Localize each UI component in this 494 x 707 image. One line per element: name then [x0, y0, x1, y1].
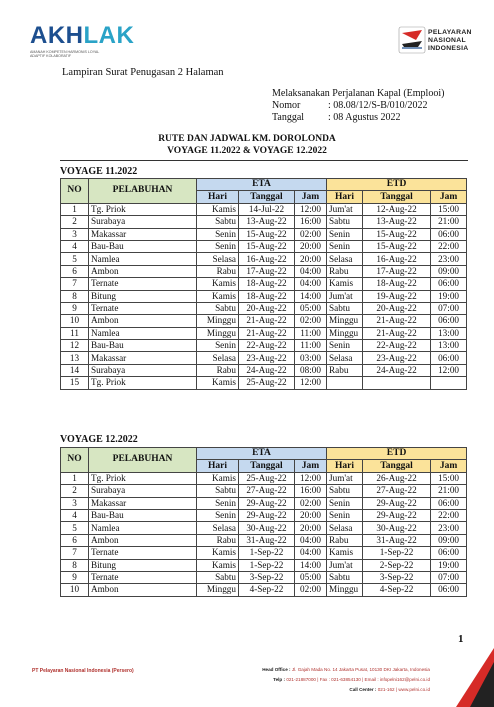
cell-etd-hari: Sabtu	[327, 302, 363, 314]
col-etd-hari: Hari	[327, 191, 363, 203]
cell-etd-hari: Jum'at	[327, 472, 363, 484]
cell-eta-jam: 11:00	[295, 327, 327, 339]
cell-eta-hari: Senin	[197, 509, 239, 521]
footer-company: PT Pelayaran Nasional Indonesia (Persero)	[32, 668, 134, 674]
table-row	[61, 302, 467, 314]
col-no: NO	[61, 179, 89, 204]
cell-no: 4	[61, 240, 89, 252]
table-row	[61, 509, 467, 521]
cell-eta-jam: 05:00	[295, 302, 327, 314]
cell-etd-tgl: 31-Aug-22	[363, 534, 431, 546]
cell-port: Surabaya	[89, 364, 197, 376]
col-etd: ETD	[327, 448, 467, 460]
table-row	[61, 534, 467, 546]
cell-port: Ambon	[89, 584, 197, 596]
cell-etd-hari: Kamis	[327, 278, 363, 290]
cell-no: 3	[61, 228, 89, 240]
cell-etd-jam: 19:00	[431, 559, 467, 571]
cell-port: Ambon	[89, 315, 197, 327]
table-row	[61, 352, 467, 364]
cell-eta-tgl: 21-Aug-22	[239, 315, 295, 327]
cell-etd-jam: 13:00	[431, 340, 467, 352]
voyage2-table	[60, 447, 467, 597]
cell-etd-tgl: 18-Aug-22	[363, 278, 431, 290]
cell-port: Surabaya	[89, 485, 197, 497]
cell-port: Tg. Priok	[89, 377, 197, 389]
cell-port: Surabaya	[89, 216, 197, 228]
cell-port: Ternate	[89, 302, 197, 314]
cell-eta-tgl: 18-Aug-22	[239, 278, 295, 290]
cell-etd-hari: Rabu	[327, 534, 363, 546]
cell-etd-tgl: 24-Aug-22	[363, 364, 431, 376]
cell-etd-tgl: 23-Aug-22	[363, 352, 431, 364]
cell-etd-tgl: 20-Aug-22	[363, 302, 431, 314]
table-row	[61, 559, 467, 571]
document-subtitle: VOYAGE 11.2022 & VOYAGE 12.2022	[167, 145, 327, 156]
cell-eta-tgl: 20-Aug-22	[239, 302, 295, 314]
cell-no: 4	[61, 509, 89, 521]
cell-port: Bitung	[89, 559, 197, 571]
table-row	[61, 265, 467, 277]
cell-port: Namlea	[89, 253, 197, 265]
cell-eta-hari: Sabtu	[197, 485, 239, 497]
cell-eta-jam: 20:00	[295, 509, 327, 521]
cell-etd-hari: Senin	[327, 340, 363, 352]
table-row	[61, 290, 467, 302]
cell-etd-jam: 12:00	[431, 364, 467, 376]
table-row	[61, 327, 467, 339]
cell-eta-hari: Sabtu	[197, 302, 239, 314]
table-row	[61, 472, 467, 484]
title-divider	[60, 160, 468, 161]
col-pelabuhan: PELABUHAN	[89, 179, 197, 204]
cell-no: 5	[61, 253, 89, 265]
cell-etd-hari: Selasa	[327, 522, 363, 534]
table-row	[61, 571, 467, 583]
cell-etd-tgl: 21-Aug-22	[363, 327, 431, 339]
table-row	[61, 522, 467, 534]
voyage1-table	[60, 178, 467, 390]
cell-eta-tgl: 24-Aug-22	[239, 364, 295, 376]
cell-etd-hari: Kamis	[327, 547, 363, 559]
cell-eta-jam: 16:00	[295, 216, 327, 228]
table-row	[61, 253, 467, 265]
meta-line: Melaksanakan Perjalanan Kapal (Emplooi)	[272, 88, 445, 99]
akhlak-logo	[30, 24, 134, 58]
cell-etd-hari: Senin	[327, 240, 363, 252]
cell-eta-tgl: 31-Aug-22	[239, 534, 295, 546]
cell-no: 11	[61, 327, 89, 339]
cell-no: 12	[61, 340, 89, 352]
footer-stripe-decoration	[446, 648, 494, 707]
cell-no: 1	[61, 203, 89, 215]
cell-etd-hari: Sabtu	[327, 485, 363, 497]
cell-eta-jam: 04:00	[295, 265, 327, 277]
pelni-logo	[398, 26, 482, 58]
cell-eta-tgl: 4-Sep-22	[239, 584, 295, 596]
col-eta-tanggal: Tanggal	[239, 460, 295, 472]
cell-eta-hari: Minggu	[197, 327, 239, 339]
cell-eta-jam: 08:00	[295, 364, 327, 376]
cell-eta-hari: Selasa	[197, 253, 239, 265]
akhlak-wordmark: AKHLAK	[30, 22, 135, 49]
cell-etd-tgl: 13-Aug-22	[363, 216, 431, 228]
cell-no: 2	[61, 485, 89, 497]
cell-eta-hari: Sabtu	[197, 571, 239, 583]
cell-port: Makassar	[89, 497, 197, 509]
cell-no: 6	[61, 534, 89, 546]
table-row	[61, 340, 467, 352]
col-etd-tanggal: Tanggal	[363, 460, 431, 472]
cell-eta-tgl: 3-Sep-22	[239, 571, 295, 583]
cell-etd-hari: Rabu	[327, 364, 363, 376]
cell-port: Bau-Bau	[89, 509, 197, 521]
cell-etd-hari	[327, 377, 363, 389]
cell-etd-hari: Rabu	[327, 265, 363, 277]
table-row	[61, 377, 467, 389]
cell-no: 7	[61, 278, 89, 290]
cell-etd-tgl: 29-Aug-22	[363, 509, 431, 521]
table-row	[61, 216, 467, 228]
cell-etd-jam: 15:00	[431, 472, 467, 484]
cell-etd-hari: Senin	[327, 509, 363, 521]
meta-nomor: Nomor : 08.08/12/S-B/010/2022	[272, 100, 428, 111]
cell-no: 3	[61, 497, 89, 509]
cell-etd-jam: 19:00	[431, 290, 467, 302]
letter-meta	[272, 88, 444, 124]
cell-eta-jam: 20:00	[295, 253, 327, 265]
cell-etd-jam: 23:00	[431, 522, 467, 534]
col-etd-jam: Jam	[431, 460, 467, 472]
cell-eta-hari: Selasa	[197, 352, 239, 364]
cell-etd-jam: 06:00	[431, 584, 467, 596]
cell-eta-hari: Kamis	[197, 377, 239, 389]
cell-eta-tgl: 22-Aug-22	[239, 340, 295, 352]
col-eta: ETA	[197, 179, 327, 191]
col-eta-jam: Jam	[295, 191, 327, 203]
cell-no: 1	[61, 472, 89, 484]
table-row	[61, 584, 467, 596]
cell-port: Tg. Priok	[89, 472, 197, 484]
cell-etd-jam: 06:00	[431, 228, 467, 240]
cell-eta-jam: 04:00	[295, 547, 327, 559]
cell-etd-tgl: 1-Sep-22	[363, 547, 431, 559]
cell-etd-jam: 23:00	[431, 253, 467, 265]
cell-port: Bau-Bau	[89, 340, 197, 352]
cell-port: Bitung	[89, 290, 197, 302]
cell-etd-hari: Jum'at	[327, 290, 363, 302]
table-row	[61, 278, 467, 290]
cell-etd-hari: Minggu	[327, 584, 363, 596]
col-eta-hari: Hari	[197, 460, 239, 472]
col-eta-jam: Jam	[295, 460, 327, 472]
cell-etd-hari: Jum'at	[327, 203, 363, 215]
cell-eta-tgl: 29-Aug-22	[239, 497, 295, 509]
cell-no: 6	[61, 265, 89, 277]
cell-eta-hari: Rabu	[197, 534, 239, 546]
table-row	[61, 240, 467, 252]
cell-eta-jam: 14:00	[295, 290, 327, 302]
voyage2-label: VOYAGE 12.2022	[60, 434, 138, 445]
cell-eta-tgl: 21-Aug-22	[239, 327, 295, 339]
cell-etd-jam: 09:00	[431, 265, 467, 277]
cell-eta-tgl: 30-Aug-22	[239, 522, 295, 534]
cell-eta-jam: 05:00	[295, 571, 327, 583]
cell-eta-tgl: 17-Aug-22	[239, 265, 295, 277]
document-title: RUTE DAN JADWAL KM. DOROLONDA	[158, 134, 336, 144]
pelni-emblem-icon	[398, 26, 426, 54]
cell-etd-hari: Senin	[327, 497, 363, 509]
cell-port: Ternate	[89, 547, 197, 559]
cell-eta-jam: 02:00	[295, 584, 327, 596]
cell-eta-hari: Kamis	[197, 547, 239, 559]
cell-eta-jam: 11:00	[295, 340, 327, 352]
cell-no: 9	[61, 571, 89, 583]
cell-eta-hari: Kamis	[197, 559, 239, 571]
cell-no: 5	[61, 522, 89, 534]
cell-etd-jam: 22:00	[431, 240, 467, 252]
cell-port: Ternate	[89, 571, 197, 583]
cell-eta-tgl: 25-Aug-22	[239, 472, 295, 484]
cell-etd-tgl: 17-Aug-22	[363, 265, 431, 277]
cell-eta-tgl: 29-Aug-22	[239, 509, 295, 521]
cell-etd-jam: 06:00	[431, 497, 467, 509]
cell-etd-hari: Sabtu	[327, 571, 363, 583]
cell-etd-tgl: 15-Aug-22	[363, 240, 431, 252]
cell-etd-jam: 06:00	[431, 547, 467, 559]
col-eta: ETA	[197, 448, 327, 460]
meta-tanggal: Tanggal : 08 Agustus 2022	[272, 112, 401, 123]
cell-eta-hari: Minggu	[197, 584, 239, 596]
cell-eta-hari: Kamis	[197, 472, 239, 484]
cell-etd-tgl: 21-Aug-22	[363, 315, 431, 327]
cell-eta-tgl: 18-Aug-22	[239, 290, 295, 302]
cell-etd-jam: 07:00	[431, 302, 467, 314]
cell-etd-jam: 15:00	[431, 203, 467, 215]
cell-no: 8	[61, 290, 89, 302]
cell-etd-tgl: 26-Aug-22	[363, 472, 431, 484]
cell-eta-tgl: 15-Aug-22	[239, 228, 295, 240]
cell-etd-jam: 06:00	[431, 315, 467, 327]
cell-eta-jam: 20:00	[295, 240, 327, 252]
table-row	[61, 203, 467, 215]
cell-eta-jam: 12:00	[295, 203, 327, 215]
cell-etd-jam: 21:00	[431, 485, 467, 497]
cell-etd-tgl: 12-Aug-22	[363, 203, 431, 215]
cell-etd-jam: 13:00	[431, 327, 467, 339]
col-eta-hari: Hari	[197, 191, 239, 203]
footer	[0, 648, 494, 707]
page-number: 1	[458, 633, 464, 645]
col-no: NO	[61, 448, 89, 473]
cell-eta-hari: Kamis	[197, 290, 239, 302]
cell-eta-hari: Sabtu	[197, 216, 239, 228]
lampiran-text: Lampiran Surat Penugasan 2 Halaman	[62, 67, 224, 78]
cell-no: 10	[61, 315, 89, 327]
cell-port: Bau-Bau	[89, 240, 197, 252]
cell-eta-jam: 02:00	[295, 315, 327, 327]
pelni-name: PELAYARAN NASIONAL INDONESIA	[428, 29, 472, 52]
cell-eta-jam: 16:00	[295, 485, 327, 497]
cell-etd-hari: Sabtu	[327, 216, 363, 228]
cell-eta-jam: 02:00	[295, 228, 327, 240]
cell-port: Namlea	[89, 522, 197, 534]
table-row	[61, 228, 467, 240]
cell-no: 8	[61, 559, 89, 571]
cell-eta-jam: 20:00	[295, 522, 327, 534]
cell-eta-jam: 04:00	[295, 534, 327, 546]
cell-eta-tgl: 1-Sep-22	[239, 559, 295, 571]
cell-no: 14	[61, 364, 89, 376]
cell-etd-tgl: 3-Sep-22	[363, 571, 431, 583]
cell-port: Makassar	[89, 228, 197, 240]
cell-eta-hari: Senin	[197, 228, 239, 240]
cell-port: Namlea	[89, 327, 197, 339]
cell-eta-tgl: 1-Sep-22	[239, 547, 295, 559]
cell-eta-tgl: 27-Aug-22	[239, 485, 295, 497]
cell-etd-jam: 07:00	[431, 571, 467, 583]
cell-eta-hari: Kamis	[197, 203, 239, 215]
col-etd-jam: Jam	[431, 191, 467, 203]
cell-eta-jam: 12:00	[295, 472, 327, 484]
cell-no: 13	[61, 352, 89, 364]
cell-etd-tgl: 22-Aug-22	[363, 340, 431, 352]
cell-eta-jam: 03:00	[295, 352, 327, 364]
cell-eta-tgl: 14-Jul-22	[239, 203, 295, 215]
cell-etd-hari: Minggu	[327, 327, 363, 339]
cell-etd-hari: Selasa	[327, 352, 363, 364]
cell-eta-hari: Kamis	[197, 278, 239, 290]
cell-port: Ambon	[89, 265, 197, 277]
cell-eta-hari: Senin	[197, 340, 239, 352]
col-eta-tanggal: Tanggal	[239, 191, 295, 203]
cell-eta-tgl: 15-Aug-22	[239, 240, 295, 252]
cell-eta-jam: 14:00	[295, 559, 327, 571]
cell-etd-jam: 09:00	[431, 534, 467, 546]
cell-no: 9	[61, 302, 89, 314]
cell-eta-hari: Rabu	[197, 265, 239, 277]
akhlak-tagline: AMANAH KOMPETEN HARMONIS LOYAL ADAPTIF KOLABORATIF	[30, 50, 100, 59]
cell-no: 15	[61, 377, 89, 389]
cell-eta-jam: 12:00	[295, 377, 327, 389]
cell-eta-tgl: 13-Aug-22	[239, 216, 295, 228]
cell-eta-tgl: 23-Aug-22	[239, 352, 295, 364]
col-pelabuhan: PELABUHAN	[89, 448, 197, 473]
cell-eta-hari: Senin	[197, 497, 239, 509]
cell-eta-hari: Rabu	[197, 364, 239, 376]
cell-etd-tgl: 15-Aug-22	[363, 228, 431, 240]
cell-port: Tg. Priok	[89, 203, 197, 215]
cell-etd-tgl: 29-Aug-22	[363, 497, 431, 509]
table-row	[61, 497, 467, 509]
cell-etd-tgl	[363, 377, 431, 389]
cell-etd-jam: 06:00	[431, 352, 467, 364]
cell-etd-hari: Senin	[327, 228, 363, 240]
table-row	[61, 364, 467, 376]
cell-eta-hari: Selasa	[197, 522, 239, 534]
cell-eta-hari: Senin	[197, 240, 239, 252]
cell-eta-jam: 02:00	[295, 497, 327, 509]
cell-eta-jam: 04:00	[295, 278, 327, 290]
cell-etd-hari: Jum'at	[327, 559, 363, 571]
cell-port: Ambon	[89, 534, 197, 546]
col-etd-hari: Hari	[327, 460, 363, 472]
cell-etd-jam: 22:00	[431, 509, 467, 521]
cell-port: Makassar	[89, 352, 197, 364]
cell-eta-tgl: 25-Aug-22	[239, 377, 295, 389]
table-row	[61, 315, 467, 327]
cell-eta-hari: Minggu	[197, 315, 239, 327]
cell-etd-jam: 06:00	[431, 278, 467, 290]
footer-contact: Head Office : Jl. Gajah Mada No. 14 Jakarta Pusat, 10130 DKI Jakarta, Indonesia Telp : 021-21887000 | Fax : 021-63854130 | Email : infopelni162@pelni.co.id Call Center : 021-162 | www.pelni.co.id	[262, 667, 430, 692]
cell-etd-tgl: 16-Aug-22	[363, 253, 431, 265]
cell-eta-tgl: 16-Aug-22	[239, 253, 295, 265]
cell-etd-tgl: 19-Aug-22	[363, 290, 431, 302]
cell-etd-tgl: 2-Sep-22	[363, 559, 431, 571]
cell-no: 10	[61, 584, 89, 596]
voyage1-label: VOYAGE 11.2022	[60, 166, 138, 177]
cell-port: Ternate	[89, 278, 197, 290]
cell-no: 7	[61, 547, 89, 559]
table-row	[61, 547, 467, 559]
cell-etd-jam	[431, 377, 467, 389]
cell-etd-tgl: 27-Aug-22	[363, 485, 431, 497]
cell-etd-jam: 21:00	[431, 216, 467, 228]
cell-etd-tgl: 4-Sep-22	[363, 584, 431, 596]
col-etd: ETD	[327, 179, 467, 191]
col-etd-tanggal: Tanggal	[363, 191, 431, 203]
cell-no: 2	[61, 216, 89, 228]
table-row	[61, 485, 467, 497]
cell-etd-tgl: 30-Aug-22	[363, 522, 431, 534]
cell-etd-hari: Minggu	[327, 315, 363, 327]
cell-etd-hari: Selasa	[327, 253, 363, 265]
